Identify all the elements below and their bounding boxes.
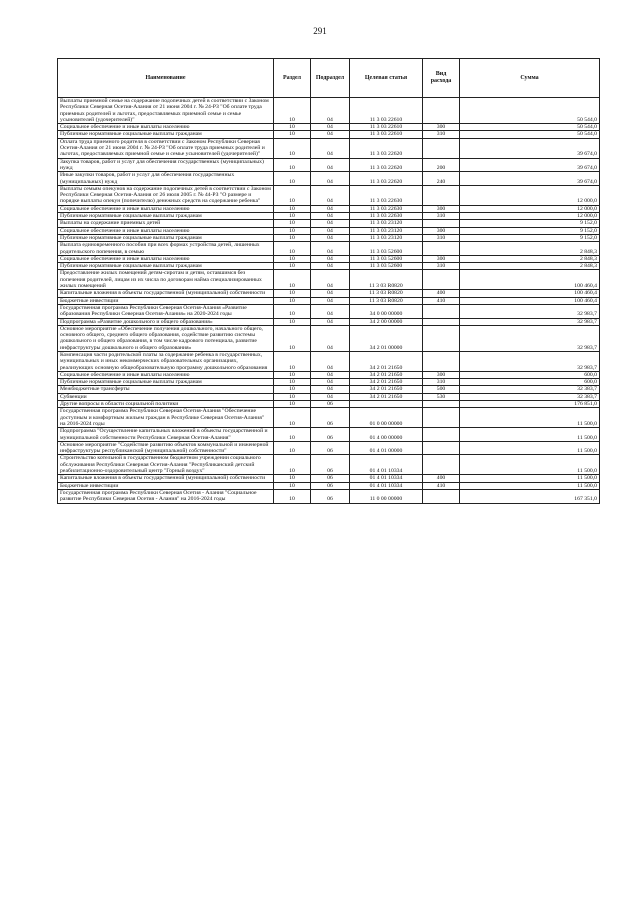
table-row [58,98,600,124]
row-celevaya: 11 3 03 23120 [350,220,423,227]
row-razdel: 10 [274,263,311,270]
row-name: Строительство котельной в государственном бюджетном учреждении социального обслуживания Республики Северная Осетия-Алания "Республиканский детский реабилитационно-оздоровительный центр "Горный воздух" [58,455,274,475]
table-row [58,455,600,475]
table-row [58,185,600,205]
row-razdel: 10 [274,227,311,234]
row-podrazdel: 04 [311,138,350,158]
header-summa: Сумма [460,59,600,98]
row-name: Государственная программа Республики Северная Осетия-Алания «Развитие образования Республики Северная Осетия-Алания» на 2020-2024 годы [58,304,274,318]
table-row [58,131,600,138]
row-celevaya: 01 4 00 00000 [350,428,423,442]
row-summa: 11 500,0 [460,475,600,482]
table-row [58,270,600,290]
row-celevaya: 34 2 01 21650 [350,379,423,386]
row-podrazdel: 04 [311,290,350,297]
table-row [58,386,600,393]
row-celevaya: 01 4 01 00000 [350,441,423,455]
page-number: 291 [313,26,327,36]
row-vid [423,428,460,442]
row-name: Социальное обеспечение и иные выплаты населению [58,227,274,234]
row-name: Иные закупки товаров, работ и услуг для обеспечения государственных (муниципальных) нужд [58,172,274,186]
row-vid: 500 [423,386,460,393]
row-podrazdel: 04 [311,220,350,227]
row-razdel: 10 [274,297,311,304]
row-vid [423,489,460,503]
row-summa: 50 544,0 [460,98,600,124]
row-podrazdel: 06 [311,441,350,455]
row-podrazdel: 04 [311,213,350,220]
row-razdel: 10 [274,290,311,297]
table-row [58,304,600,318]
row-podrazdel: 04 [311,325,350,351]
row-podrazdel: 04 [311,205,350,212]
row-razdel: 10 [274,351,311,371]
row-celevaya: 11 3 03 52600 [350,242,423,256]
row-celevaya: 01 0 00 00000 [350,408,423,428]
row-podrazdel: 04 [311,270,350,290]
row-podrazdel: 04 [311,158,350,172]
row-podrazdel: 04 [311,255,350,262]
row-razdel: 10 [274,98,311,124]
row-vid: 300 [423,124,460,131]
row-podrazdel: 04 [311,351,350,371]
row-name: Компенсация части родительской платы за содержание ребенка в государственных, муниципальных и иных некоммерческих образовательных организациях, реализующих основную общеобразовательную программу дошкольного образования [58,351,274,371]
row-summa: 2 848,3 [460,242,600,256]
row-name: Оплата труда приемного родителя в соответствии с Законом Республики Северная Осетия-Алания от 21 июня 2004 г. № 24-РЗ "Об оплате труда приемных родителей и льготах, предоставляемых приемной семье и семье усыновителей (удочерителей)" [58,138,274,158]
row-celevaya: 11 3 03 22620 [350,158,423,172]
row-vid [423,270,460,290]
table-row [58,227,600,234]
row-celevaya: 11 3 03 52600 [350,263,423,270]
row-celevaya [350,401,423,408]
table-row [58,263,600,270]
header-vid: Вид расхода [423,59,460,98]
row-razdel: 10 [274,185,311,205]
row-celevaya: 34 0 00 00000 [350,304,423,318]
table-row [58,297,600,304]
row-podrazdel: 04 [311,393,350,400]
row-celevaya: 11 3 03 23120 [350,227,423,234]
row-summa: 32 983,7 [460,304,600,318]
table-row [58,325,600,351]
row-podrazdel: 04 [311,172,350,186]
table-header-row [58,59,600,98]
row-razdel: 10 [274,131,311,138]
row-name: Социальное обеспечение и иные выплаты населению [58,205,274,212]
row-celevaya: 11 3 03 52600 [350,255,423,262]
row-celevaya: 11 3 03 R0820 [350,290,423,297]
row-summa: 32 983,7 [460,325,600,351]
row-vid [423,408,460,428]
row-razdel: 10 [274,124,311,131]
row-vid: 310 [423,131,460,138]
row-summa: 39 674,0 [460,158,600,172]
row-celevaya: 11 3 03 23120 [350,234,423,241]
row-vid: 200 [423,158,460,172]
row-podrazdel: 06 [311,408,350,428]
row-summa: 50 544,0 [460,124,600,131]
table-row [58,408,600,428]
row-celevaya: 34 2 01 00000 [350,325,423,351]
row-name: Подпрограмма "Осуществление капитальных вложений в объекты государственной и муниципальной собственности Республики Северная Осетия-Алания" [58,428,274,442]
row-celevaya: 11 3 03 22630 [350,185,423,205]
row-celevaya: 11 3 03 22610 [350,131,423,138]
row-name: Подпрограмма «Развитие дошкольного и общего образования» [58,318,274,325]
row-summa: 50 544,0 [460,131,600,138]
row-name: Бюджетные инвестиции [58,482,274,489]
row-razdel: 10 [274,325,311,351]
row-name: Публичные нормативные социальные выплаты гражданам [58,263,274,270]
header-celevaya: Целевая статья [350,59,423,98]
row-celevaya: 11 3 03 22610 [350,98,423,124]
row-summa: 2 848,3 [460,255,600,262]
row-celevaya: 11 3 03 R0820 [350,297,423,304]
table-row [58,242,600,256]
row-vid [423,401,460,408]
row-summa: 176 851,0 [460,401,600,408]
row-name: Межбюджетные трансферты [58,386,274,393]
row-celevaya: 34 2 00 00000 [350,318,423,325]
row-name: Государственная программа Республики Северная Осетия - Алания "Социальное развитие Республики Северная Осетия - Алания" на 2016-2024 годы [58,489,274,503]
table-row [58,393,600,400]
row-razdel: 10 [274,428,311,442]
row-name: Предоставление жилых помещений детям-сиротам и детям, оставшимся без попечения родителей, лицам из их числа по договорам найма специализированных жилых помещений [58,270,274,290]
row-name: Субвенции [58,393,274,400]
row-razdel: 10 [274,172,311,186]
row-name: Публичные нормативные социальные выплаты гражданам [58,234,274,241]
row-podrazdel: 04 [311,131,350,138]
table-row [58,379,600,386]
row-podrazdel: 04 [311,386,350,393]
row-vid: 300 [423,227,460,234]
row-summa: 39 674,0 [460,172,600,186]
row-summa: 11 500,0 [460,455,600,475]
row-podrazdel: 04 [311,371,350,378]
row-razdel: 10 [274,379,311,386]
row-name: Выплаты приемной семье на содержание подопечных детей в соответствии с Законом Республики Северная Осетия-Алания от 21 июня 2004 г. № 24-РЗ "Об оплате труда приемных родителей и льготах, предоставляемых приемной семье и семье усыновителей (удочерителей)" [58,98,274,124]
row-vid: 400 [423,290,460,297]
table-row [58,489,600,503]
row-razdel: 10 [274,401,311,408]
table-row [58,318,600,325]
row-celevaya: 11 3 03 R0820 [350,270,423,290]
row-vid: 410 [423,297,460,304]
row-name: Основное мероприятие «Обеспечение получения дошкольного, начального общего, основного общего, среднего общего образования, содействие развитию системы дошкольного и общего образования, в том числе кадрового потенциала, развитие инфраструктуры дошкольного и общего образования» [58,325,274,351]
row-podrazdel: 06 [311,482,350,489]
row-vid: 310 [423,234,460,241]
row-summa: 100 460,4 [460,290,600,297]
row-name: Капитальные вложения в объекты государственной (муниципальной) собственности [58,475,274,482]
row-name: Выплаты на содержание приемных детей [58,220,274,227]
row-razdel: 10 [274,393,311,400]
row-celevaya: 11 3 03 22630 [350,205,423,212]
row-podrazdel: 04 [311,234,350,241]
row-razdel: 10 [274,455,311,475]
row-summa: 100 460,4 [460,270,600,290]
row-summa: 32 983,7 [460,318,600,325]
row-summa: 100 460,4 [460,297,600,304]
row-podrazdel: 06 [311,489,350,503]
row-vid [423,98,460,124]
row-celevaya: 01 4 01 10334 [350,455,423,475]
row-summa: 11 500,0 [460,482,600,489]
row-vid [423,441,460,455]
table-row [58,351,600,371]
row-vid: 310 [423,379,460,386]
row-celevaya: 34 2 01 21650 [350,351,423,371]
row-razdel: 10 [274,386,311,393]
row-summa: 167 351,0 [460,489,600,503]
row-razdel: 10 [274,205,311,212]
row-vid: 400 [423,475,460,482]
row-vid: 310 [423,263,460,270]
header-name: Наименование [58,59,274,98]
row-razdel: 10 [274,304,311,318]
row-razdel: 10 [274,213,311,220]
row-razdel: 10 [274,408,311,428]
table-row [58,158,600,172]
row-podrazdel: 04 [311,297,350,304]
row-summa: 32 383,7 [460,393,600,400]
table-row [58,220,600,227]
row-podrazdel: 04 [311,242,350,256]
row-name: Социальное обеспечение и иные выплаты населению [58,255,274,262]
row-vid [423,242,460,256]
row-razdel: 10 [274,270,311,290]
row-podrazdel: 04 [311,124,350,131]
table-row [58,124,600,131]
row-summa: 12 000,0 [460,185,600,205]
row-name: Выплаты семьям опекунов на содержание подопечных детей в соответствии с Законом Республики Северная Осетия-Алания от 26 июля 2005 г. № 44-РЗ "О размере и порядке выплаты опекун (попечителю) денежных средств на содержание ребенка" [58,185,274,205]
row-summa: 9 152,0 [460,227,600,234]
row-summa: 32 983,7 [460,351,600,371]
row-vid [423,455,460,475]
row-name: Закупка товаров, работ и услуг для обеспечения государственных (муниципальных) нужд [58,158,274,172]
row-vid [423,318,460,325]
row-summa: 11 500,0 [460,441,600,455]
row-summa: 9 152,0 [460,234,600,241]
row-razdel: 10 [274,482,311,489]
row-name: Публичные нормативные социальные выплаты гражданам [58,379,274,386]
row-celevaya: 11 3 03 22610 [350,124,423,131]
row-celevaya: 34 2 01 21650 [350,371,423,378]
row-razdel: 10 [274,158,311,172]
row-podrazdel: 04 [311,227,350,234]
row-podrazdel: 04 [311,379,350,386]
row-summa: 600,0 [460,371,600,378]
row-summa: 39 674,0 [460,138,600,158]
table-row [58,172,600,186]
table-row [58,255,600,262]
row-razdel: 10 [274,475,311,482]
budget-table [57,58,600,504]
row-name: Бюджетные инвестиции [58,297,274,304]
row-name: Публичные нормативные социальные выплаты гражданам [58,213,274,220]
row-summa: 12 000,0 [460,205,600,212]
row-name: Публичные нормативные социальные выплаты гражданам [58,131,274,138]
table-row [58,401,600,408]
table-row [58,205,600,212]
row-vid: 300 [423,371,460,378]
row-celevaya: 11 3 03 22630 [350,213,423,220]
row-razdel: 10 [274,318,311,325]
row-summa: 12 000,0 [460,213,600,220]
row-podrazdel: 06 [311,428,350,442]
header-razdel: Раздел [274,59,311,98]
row-podrazdel: 04 [311,304,350,318]
row-name: Капитальные вложения в объекты государственной (муниципальной) собственности [58,290,274,297]
row-summa: 11 500,0 [460,428,600,442]
row-name: Другие вопросы в области социальной политики [58,401,274,408]
row-podrazdel: 06 [311,475,350,482]
table-row [58,290,600,297]
table-row [58,475,600,482]
row-vid: 410 [423,482,460,489]
row-summa: 11 500,0 [460,408,600,428]
row-name: Выплата единовременного пособия при всех формах устройства детей, лишенных родительского попечения, в семью [58,242,274,256]
row-podrazdel: 04 [311,318,350,325]
table-row [58,138,600,158]
row-celevaya: 11 3 03 22620 [350,138,423,158]
row-vid: 300 [423,205,460,212]
row-razdel: 10 [274,255,311,262]
row-name: Социальное обеспечение и иные выплаты населению [58,124,274,131]
row-vid [423,185,460,205]
row-celevaya: 34 2 01 21650 [350,386,423,393]
row-name: Социальное обеспечение и иные выплаты населению [58,371,274,378]
table-row [58,234,600,241]
row-celevaya: 01 4 01 10334 [350,482,423,489]
row-razdel: 10 [274,489,311,503]
row-podrazdel: 06 [311,401,350,408]
row-summa: 32 383,7 [460,386,600,393]
row-celevaya: 01 4 01 10334 [350,475,423,482]
row-vid: 300 [423,255,460,262]
row-celevaya: 11 0 00 00000 [350,489,423,503]
row-vid: 240 [423,172,460,186]
row-podrazdel: 06 [311,455,350,475]
row-summa: 9 152,0 [460,220,600,227]
row-vid: 310 [423,213,460,220]
row-celevaya: 34 2 01 21650 [350,393,423,400]
row-razdel: 10 [274,234,311,241]
row-vid [423,138,460,158]
row-razdel: 10 [274,441,311,455]
row-podrazdel: 04 [311,98,350,124]
row-summa: 2 848,3 [460,263,600,270]
row-podrazdel: 04 [311,185,350,205]
row-podrazdel: 04 [311,263,350,270]
row-vid [423,325,460,351]
table-row [58,441,600,455]
row-celevaya: 11 3 03 22620 [350,172,423,186]
row-razdel: 10 [274,242,311,256]
table-row [58,428,600,442]
row-vid [423,351,460,371]
table-row [58,213,600,220]
row-vid [423,304,460,318]
table-row [58,482,600,489]
table-row [58,371,600,378]
row-name: Государственная программа Республики Северная Осетия-Алания "Обеспечение доступным и комфортным жильем граждан в Республике Северная Осетия-Алания" на 2016-2024 годы [58,408,274,428]
row-summa: 600,0 [460,379,600,386]
row-razdel: 10 [274,371,311,378]
header-podrazdel: Подраздел [311,59,350,98]
row-razdel: 10 [274,138,311,158]
row-razdel: 10 [274,220,311,227]
row-name: Основное мероприятие "Содействие развитию объектов коммунальной и инженерной инфраструктуры республиканской (муниципальной) собственности" [58,441,274,455]
row-vid: 530 [423,393,460,400]
row-vid [423,220,460,227]
